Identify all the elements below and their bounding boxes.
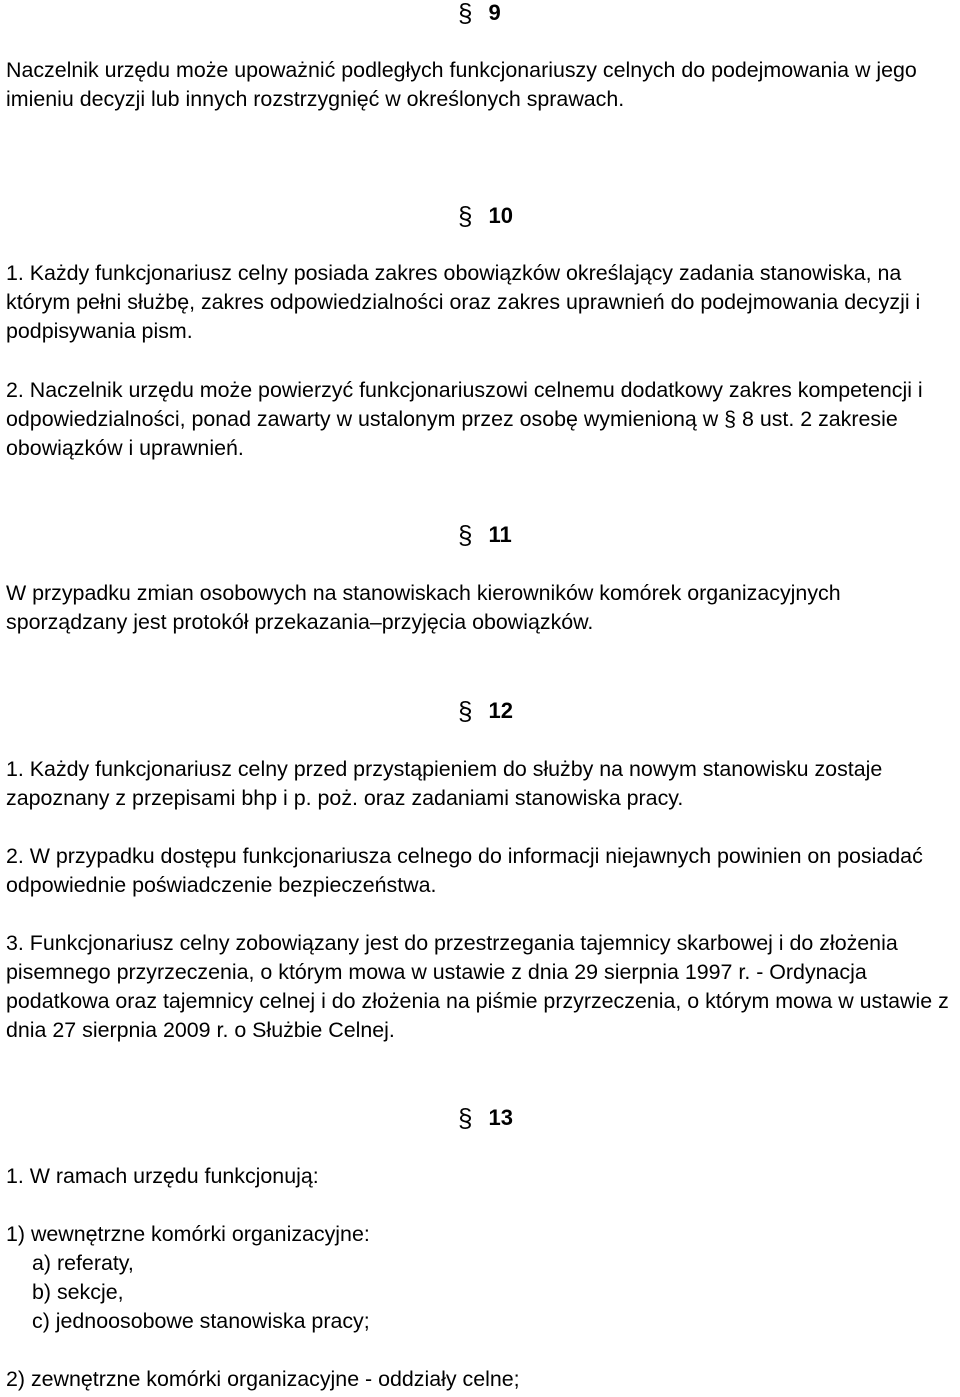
section-number: 11 bbox=[488, 522, 512, 547]
section-sign: § bbox=[458, 1103, 473, 1133]
paragraph-13-intro: 1. W ramach urzędu funkcjonują: bbox=[6, 1164, 319, 1188]
section-heading-11 bbox=[458, 522, 512, 548]
paragraph-10-2: 2. Naczelnik urzędu może powierzyć funkcjonariuszowi celnemu dodatkowy zakres kompetencji i odpowiedzialności, ponad zawarty w ustalonym przez osobę wymienioną w § 8 ust. 2 zakresie obowiązków i uprawnień. bbox=[6, 378, 923, 460]
section-sign: § bbox=[458, 0, 473, 28]
section-heading-10 bbox=[458, 203, 513, 229]
section-number: 10 bbox=[488, 203, 513, 228]
section-number: 9 bbox=[488, 0, 501, 25]
section-number: 12 bbox=[488, 698, 513, 723]
section-sign: § bbox=[458, 201, 473, 231]
section-sign: § bbox=[458, 520, 473, 550]
section-heading-9 bbox=[458, 0, 501, 26]
section-number: 13 bbox=[488, 1105, 513, 1130]
internal-units-label: 1) wewnętrzne komórki organizacyjne: bbox=[6, 1222, 370, 1246]
paragraph-11: W przypadku zmian osobowych na stanowiskach kierowników komórek organizacyjnych sporządzany jest protokół przekazania–przyjęcia obowiązków. bbox=[6, 581, 841, 634]
list-item: a) referaty, bbox=[32, 1251, 134, 1275]
section-sign: § bbox=[458, 696, 473, 726]
paragraph-10-1: 1. Każdy funkcjonariusz celny posiada zakres obowiązków określający zadania stanowiska, na którym pełni służbę, zakres odpowiedzialności oraz zakres uprawnień do podejmowania decyzji i podpisywania pism. bbox=[6, 261, 921, 343]
section-heading-13 bbox=[458, 1105, 513, 1131]
list-item: b) sekcje, bbox=[32, 1280, 124, 1304]
section-heading-12 bbox=[458, 698, 513, 724]
paragraph-12-1: 1. Każdy funkcjonariusz celny przed przystąpieniem do służby na nowym stanowisku zostaje zapoznany z przepisami bhp i p. poż. oraz zadaniami stanowiska pracy. bbox=[6, 757, 883, 810]
paragraph-12-2: 2. W przypadku dostępu funkcjonariusza celnego do informacji niejawnych powinien on posiadać odpowiednie poświadczenie bezpieczeństwa. bbox=[6, 844, 923, 897]
list-item: c) jednoosobowe stanowiska pracy; bbox=[32, 1309, 370, 1333]
external-units-label: 2) zewnętrzne komórki organizacyjne - oddziały celne; bbox=[6, 1367, 520, 1391]
paragraph-12-3: 3. Funkcjonariusz celny zobowiązany jest do przestrzegania tajemnicy skarbowej i do złożenia pisemnego przyrzeczenia, o którym mowa w ustawie z dnia 29 sierpnia 1997 r. - Ordynacja podatkowa oraz tajemnicy celnej i do złożenia na piśmie przyrzeczenia, o którym mowa w ustawie z dnia 27 sierpnia 2009 r. o Służbie Celnej. bbox=[6, 931, 949, 1042]
paragraph-9: Naczelnik urzędu może upoważnić podległych funkcjonariuszy celnych do podejmowania w jego imieniu decyzji lub innych rozstrzygnięć w określonych sprawach. bbox=[6, 58, 917, 111]
